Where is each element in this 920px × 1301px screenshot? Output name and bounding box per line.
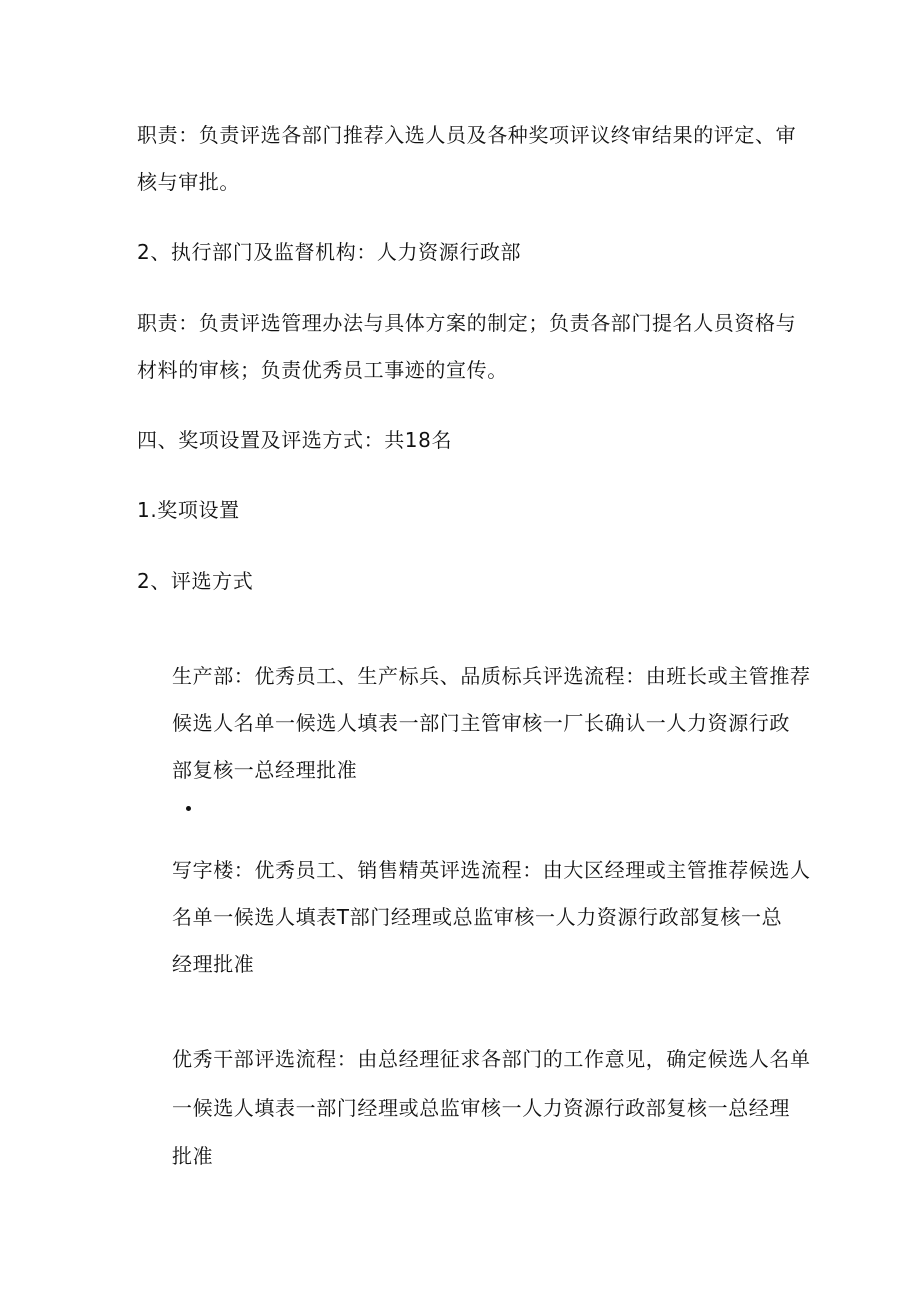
paragraph-duty-2-line-2: 材料的审核；负责优秀员工事迹的宣传。 (137, 358, 508, 382)
cadre-flow-line-1: 优秀干部评选流程：由总经理征求各部门的工作意见，确定候选人名单 (172, 1047, 811, 1071)
office-flow-line-3: 经理批准 (172, 952, 255, 976)
heading-executive-department: 2、执行部门及监督机构：人力资源行政部 (137, 240, 522, 264)
heading-award-setup: 四、奖项设置及评选方式：共18名 (137, 428, 453, 452)
bullet-dot-icon (186, 806, 191, 811)
office-flow-line-1: 写字楼：优秀员工、销售精英评选流程：由大区经理或主管推荐候选人 (172, 858, 811, 882)
paragraph-duty-2-line-1: 职责：负责评选管理办法与具体方案的制定；负责各部门提名人员资格与 (137, 311, 797, 335)
heading-award-items: 1.奖项设置 (137, 498, 240, 522)
paragraph-duty-1-line-2: 核与审批。 (137, 170, 240, 194)
production-flow-line-1: 生产部：优秀员工、生产标兵、品质标兵评选流程：由班长或主管推荐 (172, 664, 811, 688)
production-flow-line-3: 部复核一总经理批准 (172, 758, 358, 782)
cadre-flow-line-3: 批准 (172, 1144, 214, 1168)
heading-selection-method: 2、评选方式 (137, 569, 254, 593)
office-flow-line-2: 名单一候选人填表T部门经理或总监审核一人力资源行政部复核一总 (172, 905, 783, 929)
paragraph-duty-1-line-1: 职责：负责评选各部门推荐入选人员及各种奖项评议终审结果的评定、审 (137, 123, 797, 147)
production-flow-line-2: 候选人名单一候选人填表一部门主管审核一厂长确认一人力资源行政 (172, 711, 790, 735)
cadre-flow-line-2: 一候选人填表一部门经理或总监审核一人力资源行政部复核一总经理 (172, 1096, 790, 1120)
